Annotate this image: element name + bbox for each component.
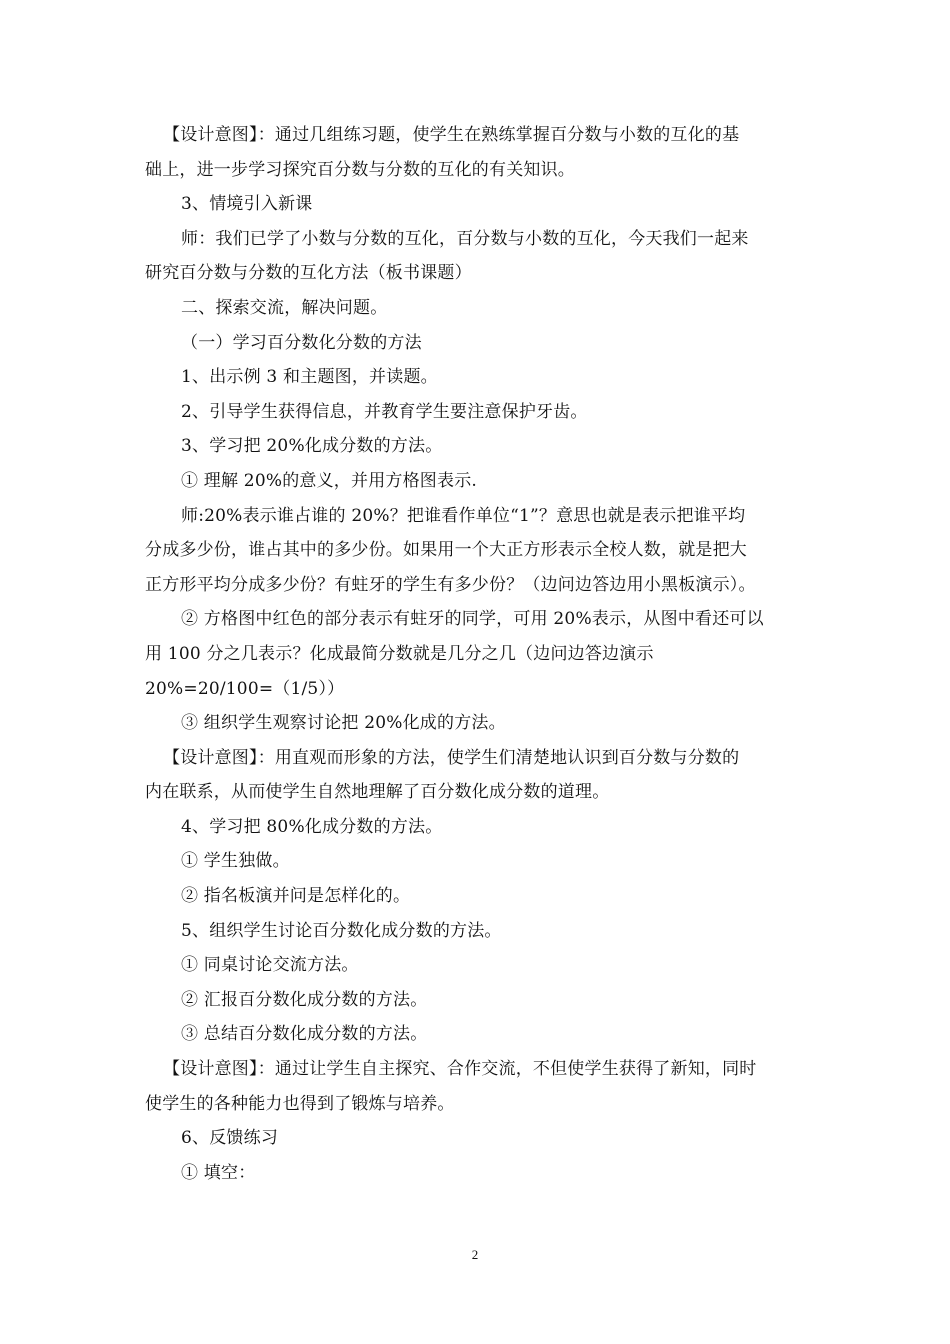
text-line: 3、学习把 20%化成分数的方法。 [181,436,443,457]
text-line: 2、引导学生获得信息，并教育学生要注意保护牙齿。 [181,401,588,422]
text-line: 正方形平均分成多少份？有蛀牙的学生有多少份？（边问边答边用小黑板演示）。 [145,574,756,595]
text-line: 【设计意图】：通过几组练习题，使学生在熟练掌握百分数与小数的互化的基 [163,125,740,145]
text-line: ① 同桌讨论交流方法。 [181,955,359,976]
text-line: 5、组织学生讨论百分数化成分数的方法。 [181,920,502,941]
text-line: 二、探索交流，解决问题。 [181,297,388,318]
text-line: 用 100 分之几表示？化成最简分数就是几分之几（边问边答边演示 [145,643,654,664]
text-line: 20%=20/100=（1/5）） [145,678,345,699]
text-line: 础上，进一步学习探究百分数与分数的互化的有关知识。 [145,159,575,180]
text-line: 3、情境引入新课 [181,194,313,215]
page-number: 2 [471,1247,479,1262]
text-line: ① 填空： [181,1162,256,1183]
text-line: 【设计意图】：通过让学生自主探究、合作交流，不但使学生获得了新知，同时 [163,1059,757,1080]
text-line: 使学生的各种能力也得到了锻炼与培养。 [145,1093,455,1114]
text-line: 4、学习把 80%化成分数的方法。 [181,816,443,837]
document-body [145,118,815,1190]
text-line: 1、出示例 3 和主题图，并读题。 [181,367,438,388]
text-line: 师:20%表示谁占谁的 20%？把谁看作单位“1”？意思也就是表示把谁平均 [181,505,746,526]
text-line: 内在联系，从而使学生自然地理解了百分数化成分数的道理。 [145,782,610,803]
text-line: （一）学习百分数化分数的方法 [181,332,422,353]
text-line: 6、反馈练习 [181,1128,279,1149]
text-line: 师：我们已学了小数与分数的互化，百分数与小数的互化，今天我们一起来 [181,228,749,249]
text-line: ③ 总结百分数化成分数的方法。 [181,1024,428,1045]
text-line: 分成多少份，谁占其中的多少份。如果用一个大正方形表示全校人数，就是把大 [145,540,747,561]
text-line: 【设计意图】：用直观而形象的方法，使学生们清楚地认识到百分数与分数的 [163,747,740,768]
text-line: ② 汇报百分数化成分数的方法。 [181,989,428,1010]
text-line: ② 指名板演并问是怎样化的。 [181,886,411,907]
text-line: ① 学生独做。 [181,851,290,872]
text-line: 研究百分数与分数的互化方法（板书课题） [145,263,472,284]
text-line: ② 方格图中红色的部分表示有蛀牙的同学，可用 20%表示，从图中看还可以 [181,609,764,630]
text-line: ① 理解 20%的意义，并用方格图表示. [181,470,477,491]
text-line: ③ 组织学生观察讨论把 20%化成的方法。 [181,713,506,734]
